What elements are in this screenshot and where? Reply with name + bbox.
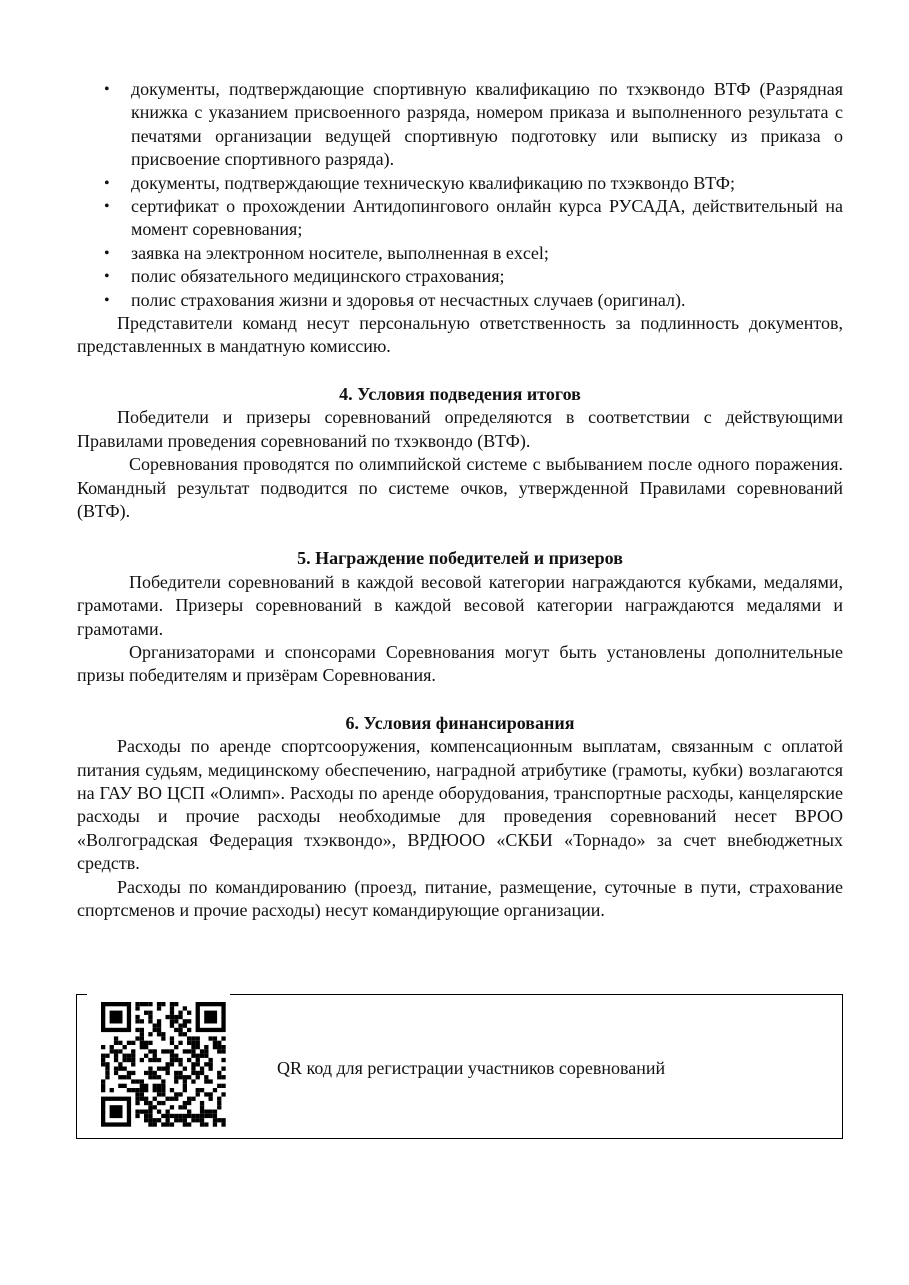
bullet-icon: • bbox=[104, 244, 110, 262]
list-item-text: документы, подтверждающие техническую квалификацию по тхэквондо ВТФ; bbox=[131, 172, 735, 193]
section-paragraph: Соревнования проводятся по олимпийской системе с выбыванием после одного поражения. Командный результат подводится по системе очков, утвержденной Правилами соревнований (ВТФ). bbox=[77, 454, 843, 521]
qr-caption: QR код для регистрации участников соревнований bbox=[277, 1058, 666, 1078]
section-paragraph: Организаторами и спонсорами Соревнования могут быть установлены дополнительные призы победителям и призёрам Соревнования. bbox=[77, 641, 843, 686]
list-item bbox=[77, 242, 843, 265]
responsibility-paragraph: Представители команд несут персональную ответственность за подлинность документов, представленных в мандатную комиссию. bbox=[77, 313, 843, 357]
qr-registration-box bbox=[76, 994, 843, 1139]
bullet-icon: • bbox=[104, 268, 110, 286]
section-paragraph: Расходы по аренде спортсооружения, компенсационным выплатам, связанным с оплатой питания судьям, медицинскому обеспечению, наградной атрибутике (грамоты, кубки) возлагаются на ГАУ ВО ЦСП «Олимп». Расходы по аренде оборудования, транспортные расходы, канцелярские расходы и прочие расходы необходимые для проведения соревнований несет ВРОО «Волгоградская Федерация тхэквондо», ВРДЮОО «СКБИ «Торнадо» за счет внебюджетных средств. bbox=[77, 736, 843, 874]
section-paragraph: Победители и призеры соревнований определяются в соответствии с действующими Правилами проведения соревнований по тхэквондо (ВТФ). bbox=[77, 407, 843, 451]
document-body bbox=[77, 78, 843, 922]
list-item bbox=[77, 265, 843, 288]
list-item-text: заявка на электронном носителе, выполненная в excel; bbox=[131, 242, 549, 263]
list-item-text: документы, подтверждающие спортивную квалификацию по тхэквондо ВТФ (Разрядная книжка с указанием присвоенного разряда, номером приказа и выполненного результата с печатями организации ведущей спортивную подготовку или выписку из приказа о присвоение спортивного разряда). bbox=[131, 79, 843, 170]
bullet-icon: • bbox=[104, 198, 110, 216]
qr-code-icon[interactable] bbox=[87, 994, 230, 1135]
list-item-text: полис страхования жизни и здоровья от несчастных случаев (оригинал). bbox=[131, 289, 686, 310]
section-title: 6. Условия финансирования bbox=[345, 712, 575, 733]
list-item-text: сертификат о прохождении Антидопингового онлайн курса РУСАДА, действительный на момент соревнования; bbox=[131, 196, 843, 240]
list-item bbox=[77, 195, 843, 242]
bullet-icon: • bbox=[104, 174, 110, 192]
section-paragraph: Расходы по командированию (проезд, питание, размещение, суточные в пути, страхование спортсменов и прочие расходы) несут командирующие организации. bbox=[77, 876, 843, 920]
section-paragraph: Победители соревнований в каждой весовой категории награждаются кубками, медалями, грамотами. Призеры соревнований в каждой весовой категории награждаются медалями и грамотами. bbox=[77, 571, 843, 639]
list-item bbox=[77, 172, 843, 195]
bullet-icon: • bbox=[104, 291, 110, 309]
list-item bbox=[77, 289, 843, 312]
required-documents-list bbox=[77, 78, 843, 312]
section-title: 5. Награждение победителей и призеров bbox=[297, 548, 623, 569]
list-item bbox=[77, 78, 843, 172]
list-item-text: полис обязательного медицинского страхования; bbox=[131, 266, 505, 287]
section-title: 4. Условия подведения итогов bbox=[339, 383, 581, 404]
bullet-icon: • bbox=[104, 81, 110, 98]
